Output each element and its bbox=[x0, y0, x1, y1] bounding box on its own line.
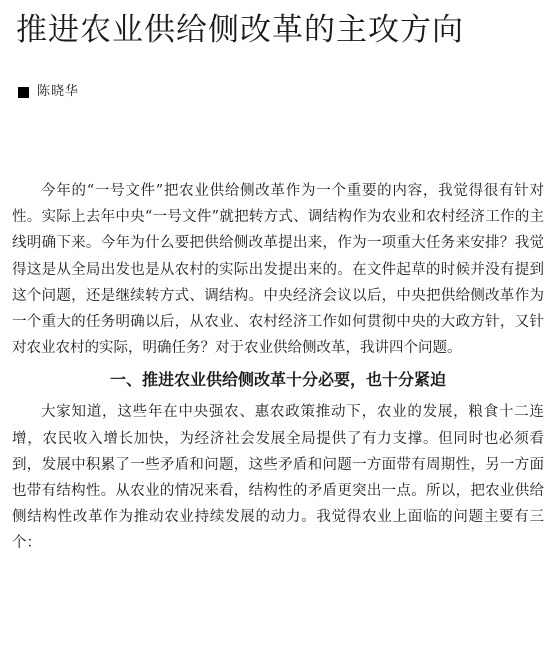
square-bullet-icon bbox=[18, 87, 29, 98]
section-heading: 一、推进农业供给侧改革十分必要，也十分紧迫 bbox=[109, 370, 446, 390]
section-paragraph: 大家知道，这些年在中央强农、惠农政策推动下，农业的发展，粮食十二连增，农民收入增长加快，为经济社会发展全局提供了有力支撑。但同时也必须看到，发展中积累了一些矛盾和问题，这些矛盾和问题一方面带有周期性，另一方面也带有结构性。从农业的情况来看，结构性的矛盾更突出一点。所以，把农业供给侧结构性改革作为推动农业持续发展的动力。我觉得农业上面临的问题主要有三个： bbox=[12, 404, 544, 552]
article-title: 推进农业供给侧改革的主攻方向 bbox=[16, 12, 464, 48]
article-body bbox=[12, 178, 544, 557]
author-name: 陈晓华 bbox=[37, 84, 80, 99]
byline bbox=[18, 82, 79, 102]
intro-paragraph: 今年的“一号文件”把农业供给侧改革作为一个重要的内容，我觉得很有针对性。实际上去年中央“一号文件”就把转方式、调结构作为农业和农村经济工作的主线明确下来。今年为什么要把供给侧改革提出来，作为一项重大任务来安排？我觉得这是从全局出发也是从农村的实际出发提出来的。在文件起草的时候并没有提到这个问题，还是继续转方式、调结构。中央经济会议以后，中央把供给侧改革作为一个重大的任务明确以后，从农业、农村经济工作如何贯彻中央的大政方针，又针对农业农村的实际，明确任务？对于农业供给侧改革，我讲四个问题。 bbox=[12, 183, 544, 357]
